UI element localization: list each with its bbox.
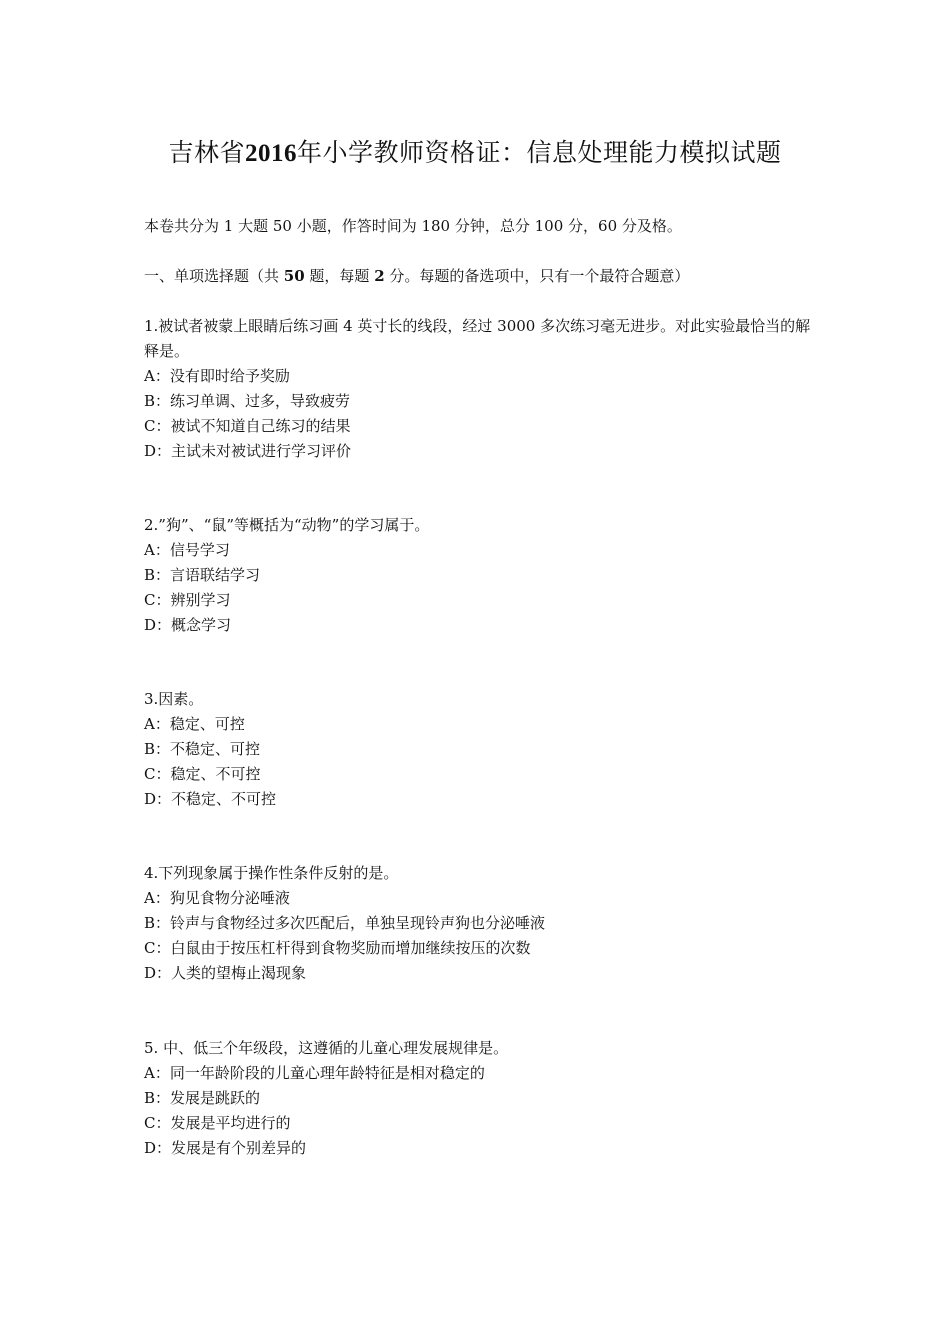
question-5 (144, 1036, 814, 1161)
option-a: A：信号学习 (144, 541, 230, 559)
option-a: A：没有即时给予奖励 (144, 367, 290, 385)
question-stem: 2.”狗”、“鼠”等概括为“动物”的学习属于。 (144, 516, 430, 534)
option-d: D：不稳定、不可控 (144, 790, 277, 808)
option-d: D：人类的望梅止渴现象 (144, 964, 307, 982)
option-d: D：主试未对被试进行学习评价 (144, 442, 352, 460)
option-c: C：被试不知道自己练习的结果 (144, 417, 351, 435)
section-heading-suffix: 分。每题的备选项中，只有一个最符合题意） (384, 267, 690, 285)
option-d: D：发展是有个别差异的 (144, 1139, 307, 1157)
option-a: A：同一年龄阶段的儿童心理年龄特征是相对稳定的 (144, 1064, 485, 1082)
section-heading-prefix: 一、单项选择题（共 (144, 267, 284, 285)
question-stem: 5. 中、低三个年级段，这遵循的儿童心理发展规律是。 (144, 1039, 509, 1057)
option-c: C：白鼠由于按压杠杆得到食物奖励而增加继续按压的次数 (144, 939, 531, 957)
question-stem: 3.因素。 (144, 690, 204, 708)
section-question-count: 50 (283, 267, 305, 285)
option-b: B：练习单调、过多，导致疲劳 (144, 392, 351, 410)
option-d: D：概念学习 (144, 616, 232, 634)
option-c: C：辨别学习 (144, 591, 231, 609)
title-prefix: 吉林省 (168, 138, 245, 167)
option-b: B：发展是跳跃的 (144, 1089, 261, 1107)
option-b: B：不稳定、可控 (144, 740, 261, 758)
exam-intro: 本卷共分为 1 大题 50 小题，作答时间为 180 分钟，总分 100 分，60 分及格。 (144, 217, 682, 235)
section-question-score: 2 (374, 267, 385, 285)
document-title (0, 135, 950, 172)
question-2 (144, 513, 814, 638)
option-b: B：言语联结学习 (144, 566, 261, 584)
section-heading (144, 264, 689, 288)
option-c: C：稳定、不可控 (144, 765, 261, 783)
question-stem: 4.下列现象属于操作性条件反射的是。 (144, 864, 399, 882)
option-c: C：发展是平均进行的 (144, 1114, 291, 1132)
question-3 (144, 687, 814, 812)
option-b: B：铃声与食物经过多次匹配后，单独呈现铃声狗也分泌唾液 (144, 914, 546, 932)
question-stem: 1.被试者被蒙上眼睛后练习画 4 英寸长的线段，经过 3000 多次练习毫无进步。对此实验最恰当的解释是。 (144, 317, 811, 360)
section-heading-middle: 题，每题 (304, 267, 375, 285)
option-a: A：稳定、可控 (144, 715, 245, 733)
title-suffix: 年小学教师资格证：信息处理能力模拟试题 (297, 138, 782, 167)
option-a: A：狗见食物分泌唾液 (144, 889, 290, 907)
question-4 (144, 861, 814, 986)
question-1 (144, 314, 814, 464)
title-year: 2016 (245, 140, 297, 167)
